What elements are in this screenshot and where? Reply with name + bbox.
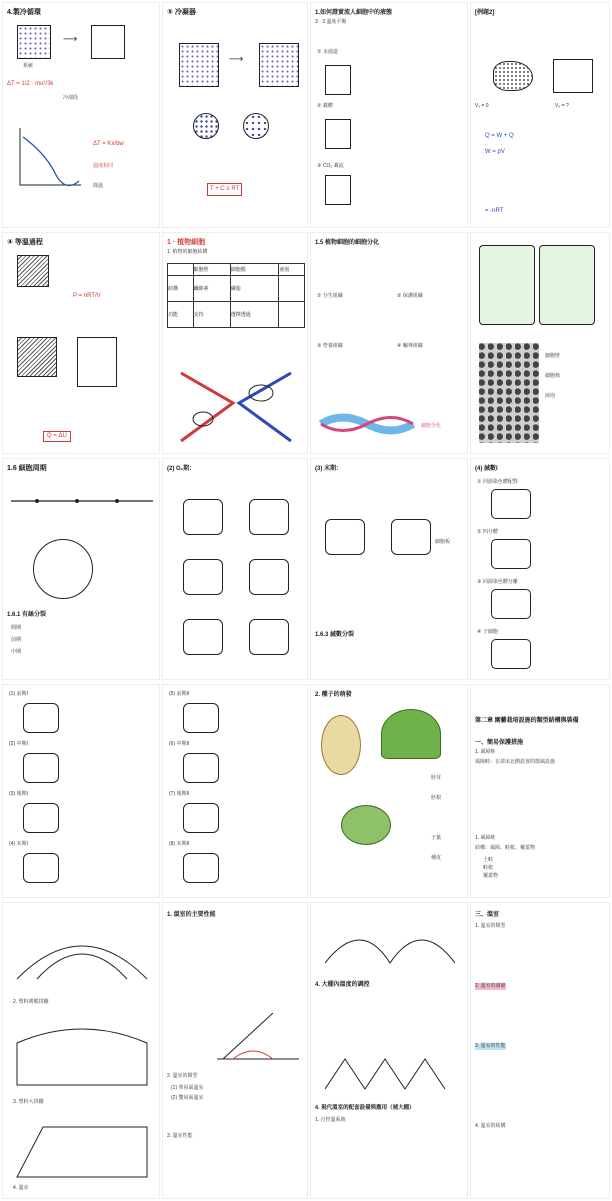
- table-cell: 支持: [193, 302, 230, 328]
- step-c: ③ 同源染色體分離: [477, 579, 518, 585]
- tile-title: 1.6 細胞周期: [7, 465, 47, 472]
- tile-meiosis-ii: [162, 684, 308, 898]
- chamber-right: [91, 25, 125, 59]
- phase-a: (1) 前期I: [9, 691, 28, 697]
- tile-plant-cell: [162, 232, 308, 454]
- tile-title: ④ 等溫過程: [7, 239, 43, 246]
- table-cell: 功能: [168, 302, 194, 328]
- tile-title: (3) 末期：: [315, 466, 343, 472]
- beaker-3: [325, 175, 351, 205]
- sawtooth-sketch: [321, 1053, 459, 1093]
- tile-subtitle: 1. 植物的細胞結構: [167, 249, 208, 255]
- tile-greenhouse-performance: [162, 902, 308, 1199]
- item-a: 2. 溫室的類型: [167, 1073, 198, 1079]
- cooldown-label: 降溫: [93, 183, 104, 189]
- phase-box: [183, 703, 219, 733]
- label-b: 胚根: [431, 795, 442, 801]
- phase-box-2: [249, 499, 289, 535]
- seed-2: [341, 805, 391, 845]
- container-b: [259, 43, 299, 87]
- item-b: (1) 單屋面溫室: [171, 1085, 204, 1091]
- phase-a: (5) 前期II: [169, 691, 190, 697]
- highlight: 3. 溫室的性能: [475, 1043, 506, 1049]
- phase-d: (8) 末期II: [169, 841, 190, 847]
- tile-subtitle: 3 · 3 溫度平衡: [315, 19, 347, 25]
- caption: 3. 塑料大拱棚: [13, 1099, 44, 1105]
- tile-title: ⑤ 冷凝器: [167, 9, 196, 16]
- result-box: Q = ΔU: [43, 431, 71, 442]
- label-nucleus: 細胞核: [545, 373, 561, 379]
- tile-title: 1. 溫室的主要性能: [167, 912, 216, 918]
- table-header: 細胞膜: [230, 264, 279, 276]
- tile-seed: [310, 684, 468, 898]
- tile-modern-greenhouse: [310, 902, 468, 1199]
- caption: 2. 塑料薄膜拱棚: [13, 999, 49, 1005]
- step-box-1: [491, 489, 531, 519]
- section-title: 一、簡易保護措施: [475, 740, 524, 746]
- phase-b: (6) 中期II: [169, 741, 190, 747]
- cell-box-2: [391, 519, 431, 555]
- chapter-title: 第二章 園藝栽培設施的類型結構與裝備: [475, 718, 579, 724]
- phase-c: 中期: [11, 649, 22, 655]
- cycle-line: [7, 481, 157, 521]
- tile-cell-transport: [310, 2, 468, 228]
- piston-1: [17, 255, 49, 287]
- tile-title: 三、溫室: [475, 912, 500, 918]
- label-a: V₁ = 0: [475, 103, 489, 109]
- list-item: 畦框: [483, 865, 494, 871]
- section-subtitle: 1.6.1 有絲分裂: [7, 612, 47, 618]
- equation-box: T + C ≥ RT: [207, 183, 242, 196]
- tile-title: 4.製冷循環: [7, 9, 41, 16]
- step-box-2: [491, 539, 531, 569]
- tunnel-sketch: [13, 923, 151, 983]
- phase-b: 前期: [11, 637, 22, 643]
- phase-c: (7) 後期II: [169, 791, 190, 797]
- item-b: ② 載體: [317, 103, 333, 109]
- table-header: 細胞壁: [193, 264, 230, 276]
- item-c: (2) 雙屋面溫室: [171, 1095, 204, 1101]
- tile-horticulture: [470, 684, 610, 898]
- item-c: ③ CO₂ 載流: [317, 163, 344, 169]
- item-d: ④ 輸導組織: [397, 343, 423, 349]
- tile-cell-photo: [470, 232, 610, 454]
- tile-tunnel: [2, 902, 160, 1199]
- sun-angle-diagram: [213, 1003, 303, 1063]
- equal-temp-label: 溫度相同: [93, 163, 114, 169]
- step-d: ④ 子細胞: [477, 629, 498, 635]
- chamber-left: [17, 25, 51, 59]
- item-c: ③ 營養組織: [317, 343, 343, 349]
- phase-b: (2) 中期I: [9, 741, 28, 747]
- formula-1: ΔT = 1/2 · mu²/3k: [7, 81, 54, 87]
- tile-example: [470, 2, 610, 228]
- table-cell: 纖維素: [193, 276, 230, 302]
- tile-cell-cycle: [2, 458, 160, 680]
- item-b: ② 保護組織: [397, 293, 423, 299]
- micrograph: [479, 343, 539, 443]
- greenhouse-sketch: [13, 1019, 151, 1089]
- item-a: ① 分生組織: [317, 293, 343, 299]
- label-wall: 細胞壁: [545, 353, 561, 359]
- tile-title: 1.如何證實流人細胞中的液態: [315, 10, 393, 16]
- subsection-title: 1. 風障畦: [475, 835, 496, 841]
- greenhouse-sketch: [13, 1117, 151, 1181]
- phase-box-6: [249, 619, 289, 655]
- table-cell: 磷脂: [230, 276, 279, 302]
- table-cell: 選擇透過: [230, 302, 279, 328]
- phase-d: (4) 末期I: [9, 841, 28, 847]
- phase-box-1: [183, 499, 223, 535]
- body-text: 結構：風障、畦框、覆蓋物: [475, 845, 536, 851]
- beaker-2: [325, 119, 351, 149]
- phase-box: [183, 803, 219, 833]
- piston-3: [77, 337, 117, 387]
- subsection-title: 1. 風障畦: [475, 749, 496, 755]
- list-item: 土畦: [483, 857, 494, 863]
- caption: 4. 溫室: [13, 1185, 29, 1191]
- phase-box-5: [183, 619, 223, 655]
- phase-box: [23, 703, 59, 733]
- phase-box: [183, 853, 219, 883]
- tile-title: [例題2]: [475, 10, 495, 16]
- eq-1: Q = W + Q: [485, 133, 514, 139]
- tile-isothermal: [2, 232, 160, 454]
- table-cell: 結構: [168, 276, 194, 302]
- tile-mitosis-phases: [162, 458, 308, 680]
- label-vacuole: 液泡: [545, 393, 556, 399]
- eq-2: W = pV: [485, 149, 505, 155]
- beaker-1: [325, 65, 351, 95]
- label-c: 子葉: [431, 835, 442, 841]
- phase-box-4: [249, 559, 289, 595]
- equation: P = nRT/V: [73, 293, 101, 299]
- comparison-table: [167, 263, 305, 328]
- tile-title: 2. 種子的萌發: [315, 692, 352, 698]
- item-d: 4. 溫室的結構: [475, 1123, 506, 1129]
- particle-circle: [243, 113, 269, 139]
- phase-box: [183, 753, 219, 783]
- item-a: ① 水通道: [317, 49, 338, 55]
- item-c: 1. 自控溫系統: [315, 1117, 346, 1123]
- tile-title: 4. 大棚內溫度的調控: [315, 982, 370, 988]
- tile-title: 1.5 植物細胞的細胞分化: [315, 240, 380, 246]
- phase-box: [23, 853, 59, 883]
- plant-cell-1: [479, 245, 535, 325]
- body-text: 風障畦：在苗床北側設置的擋風設施: [475, 759, 556, 765]
- plant-cell-2: [539, 245, 595, 325]
- tile-telophase: [310, 458, 468, 680]
- label-d: 種皮: [431, 855, 442, 861]
- system-label: 系統: [23, 63, 34, 69]
- temperature-curve: [15, 123, 85, 193]
- arrow-icon: ⟶: [63, 34, 78, 45]
- spindle-circle: [33, 539, 93, 599]
- list-item: 覆蓋物: [483, 873, 499, 879]
- blob-a: [493, 61, 533, 91]
- tile-differentiation: [310, 232, 468, 454]
- label-b: V₂ = ?: [555, 103, 569, 109]
- step-a: ① 同源染色體配對: [477, 479, 518, 485]
- phase-a: 間期: [11, 625, 22, 631]
- cell-box-1: [325, 519, 365, 555]
- label-a: 胚芽: [431, 775, 442, 781]
- chromosome-strip: [317, 409, 417, 439]
- arch-sketch: [321, 917, 459, 967]
- tile-title: 1 · 植物細胞: [167, 239, 206, 246]
- phase-box-3: [183, 559, 223, 595]
- step-b: ② 四分體: [477, 529, 498, 535]
- cooling-label: 冷卻段: [63, 95, 79, 101]
- phase-c: (3) 後期I: [9, 791, 28, 797]
- table-header: 液泡: [279, 264, 305, 276]
- tile-meiosis-i: [2, 684, 160, 898]
- step-box-3: [491, 589, 531, 619]
- step-box-4: [491, 639, 531, 669]
- seed-1: [321, 715, 361, 775]
- particle-circle: [193, 113, 219, 139]
- formula-2: ΔT = Kx/bw: [93, 141, 124, 147]
- tile-title: (4) 減數I: [475, 466, 498, 472]
- tile-greenhouse-notes: [470, 902, 610, 1199]
- tile-title: (2) G₁期：: [167, 466, 196, 472]
- container-a: [179, 43, 219, 87]
- eq-3: = -nRT: [485, 208, 504, 214]
- item-d: 3. 溫室性能: [167, 1133, 193, 1139]
- cell-diagram: [173, 363, 299, 449]
- piston-2: [17, 337, 57, 377]
- plate-label: 細胞板: [435, 539, 451, 545]
- phase-box: [23, 803, 59, 833]
- blob-b: [553, 59, 593, 93]
- arrow-icon: ⟶: [229, 54, 244, 65]
- tile-meiosis: [470, 458, 610, 680]
- section-title: 4. 現代溫室的配套設備與應用（補大棚）: [315, 1105, 415, 1111]
- phase-box: [23, 753, 59, 783]
- item-a: 1. 溫室的類型: [475, 923, 506, 929]
- seedling: [381, 709, 441, 759]
- tile-condenser: [162, 2, 308, 228]
- highlight: 2. 溫室的調節: [475, 983, 506, 989]
- item-e: 細胞分化: [421, 423, 442, 429]
- tile-refrigeration: [2, 2, 160, 228]
- section-subtitle: 1.6.3 減數分裂: [315, 632, 355, 638]
